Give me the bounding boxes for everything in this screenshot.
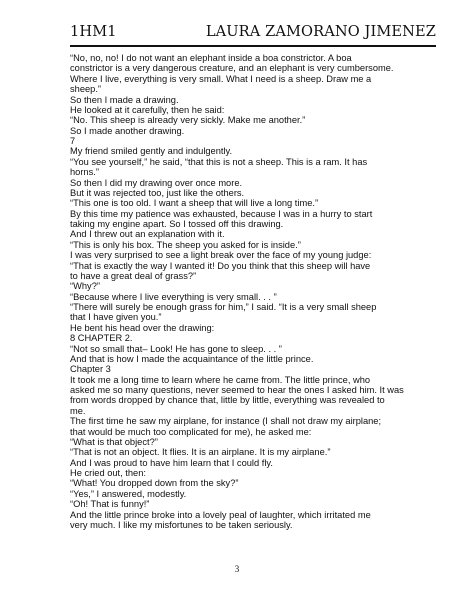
text-line: “Yes,” I answered, modestly. bbox=[70, 488, 187, 499]
text-line: And the little prince broke into a lovely peal of laughter, which irritated me bbox=[70, 509, 371, 520]
header-rule bbox=[70, 45, 436, 47]
text-line: But it was rejected too, just like the others. bbox=[70, 187, 245, 198]
body-text bbox=[70, 53, 436, 530]
text-line: “What! You dropped down from the sky?” bbox=[70, 478, 239, 489]
page-header bbox=[70, 21, 436, 43]
text-line: taking my engine apart. So I tossed off this drawing. bbox=[70, 219, 284, 229]
text-line: “Why?” bbox=[70, 281, 100, 292]
text-line: “You see yourself,” he said, “that this is not a sheep. This is a ram. It has bbox=[70, 156, 368, 167]
text-line: 8 CHAPTER 2. bbox=[70, 333, 133, 344]
text-line: 7 bbox=[70, 136, 76, 146]
text-line: “Because where I live everything is very small. . . ” bbox=[70, 291, 277, 302]
text-line: from words dropped by chance that, little by little, everything was revealed to bbox=[70, 395, 385, 406]
text-line: very much. I like my misfortunes to be taken seriously. bbox=[70, 519, 293, 530]
text-line: “That is not an object. It flies. It is an airplane. It is my airplane.” bbox=[70, 447, 331, 458]
header-author-name: LAURA ZAMORANO JIMENEZ bbox=[205, 23, 436, 40]
text-line: horns.” bbox=[70, 167, 99, 178]
text-line: And that is how I made the acquaintance of the little prince. bbox=[70, 353, 314, 364]
text-line: “What is that object?” bbox=[70, 436, 158, 447]
text-line: He bent his head over the drawing: bbox=[70, 322, 215, 333]
text-line: It took me a long time to learn where he came from. The little prince, who bbox=[70, 374, 371, 385]
text-line: sheep.” bbox=[70, 84, 102, 95]
text-line: “No, no, no! I do not want an elephant inside a boa constrictor. A boa bbox=[70, 53, 352, 63]
text-line: Chapter 3 bbox=[70, 364, 111, 375]
text-line: that I have given you.” bbox=[70, 312, 162, 323]
text-line: constrictor is a very dangerous creature, and an elephant is very cumbersome. bbox=[70, 63, 394, 74]
text-line: The first time he saw my airplane, for instance (I shall not draw my airplane; bbox=[70, 416, 382, 427]
text-line: “This is only his box. The sheep you asked for is inside.” bbox=[70, 239, 301, 250]
text-line: me. bbox=[70, 405, 86, 416]
text-line: He looked at it carefully, then he said: bbox=[70, 104, 225, 115]
text-line: And I was proud to have him learn that I could fly. bbox=[70, 457, 273, 468]
text-line: He cried out, then: bbox=[70, 468, 146, 478]
text-line: I was very surprised to see a light break over the face of my young judge: bbox=[70, 250, 372, 261]
header-course-code: 1HM1 bbox=[70, 23, 117, 40]
text-line: And I threw out an explanation with it. bbox=[70, 229, 225, 240]
text-line: “There will surely be enough grass for him,” I said. “It is a very small sheep bbox=[70, 302, 377, 312]
text-line: So then I made a drawing. bbox=[70, 94, 179, 105]
text-line: “This one is too old. I want a sheep that will live a long time.” bbox=[70, 198, 319, 209]
text-line: “No. This sheep is already very sickly. Make me another.” bbox=[70, 115, 306, 126]
text-line: My friend smiled gently and indulgently. bbox=[70, 146, 233, 157]
text-line: So then I did my drawing over once more. bbox=[70, 177, 243, 188]
page-number: 3 bbox=[234, 564, 240, 574]
page-footer bbox=[0, 564, 474, 574]
text-line: that would be much too complicated for me), he asked me: bbox=[70, 426, 312, 437]
text-line: “Not so small that– Look! He has gone to sleep. . . ” bbox=[70, 343, 282, 354]
text-line: to have a great deal of grass?” bbox=[70, 270, 197, 281]
text-line: “That is exactly the way I wanted it! Do you think that this sheep will have bbox=[70, 260, 371, 271]
text-line: asked me so many questions, never seemed to hear the ones I asked him. It was bbox=[70, 385, 404, 395]
text-line: Where I live, everything is very small. What I need is a sheep. Draw me a bbox=[70, 73, 372, 84]
text-line: “Oh! That is funny!” bbox=[70, 499, 150, 510]
text-line: By this time my patience was exhausted, because I was in a hurry to start bbox=[70, 208, 373, 219]
text-line: So I made another drawing. bbox=[70, 125, 185, 136]
